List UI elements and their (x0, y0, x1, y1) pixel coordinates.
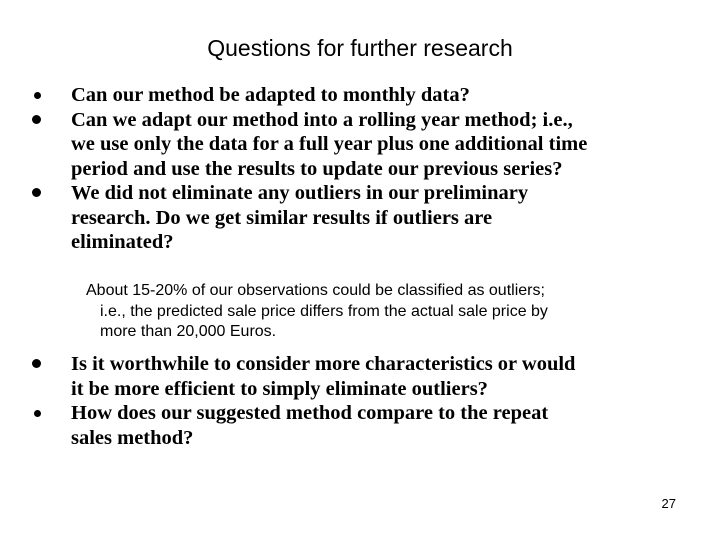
bullet-line: period and use the results to update our previous series? (71, 157, 563, 180)
bullet-line: How does our suggested method compare to the repeat (71, 402, 549, 424)
bullet-text (71, 84, 470, 106)
page-number: 27 (661, 496, 676, 511)
slide-title: Questions for further research (207, 35, 513, 61)
bullet-text (71, 109, 587, 180)
sub-note-outliers (86, 281, 686, 343)
bullet-item-characteristics (30, 352, 690, 401)
bullet-line: We did not eliminate any outliers in our preliminary (71, 182, 529, 204)
bullet-line: Can we adapt our method into a rolling year method; i.e., (71, 108, 573, 131)
bullet-line: we use only the data for a full year plus one additional time (71, 133, 588, 155)
note-line: About 15-20% of our observations could be classified as outliers; (86, 282, 545, 299)
bullet-line: research. Do we get similar results if outliers are (71, 206, 493, 229)
bullet-list (30, 83, 690, 255)
bullet-item-outliers (30, 181, 690, 255)
bullet-item-rolling-year (30, 108, 690, 182)
bullet-line: Is it worthwhile to consider more characteristics or would (71, 353, 576, 375)
bullet-line: it be more efficient to simply eliminate outliers? (71, 377, 488, 400)
bullet-line: Can our method be adapted to monthly data? (71, 84, 470, 106)
bullet-text (71, 353, 575, 400)
note-line: more than 20,000 Euros. (100, 323, 277, 340)
bullet-line: sales method? (71, 426, 194, 449)
bullet-text (71, 402, 548, 449)
bullet-item-monthly-data (30, 83, 690, 108)
bullet-text (71, 182, 528, 253)
bullet-list-continued (30, 352, 690, 450)
bullet-item-repeat-sales (30, 401, 690, 450)
note-line: i.e., the predicted sale price differs from the actual sale price by (100, 302, 548, 320)
bullet-line: eliminated? (71, 231, 174, 253)
